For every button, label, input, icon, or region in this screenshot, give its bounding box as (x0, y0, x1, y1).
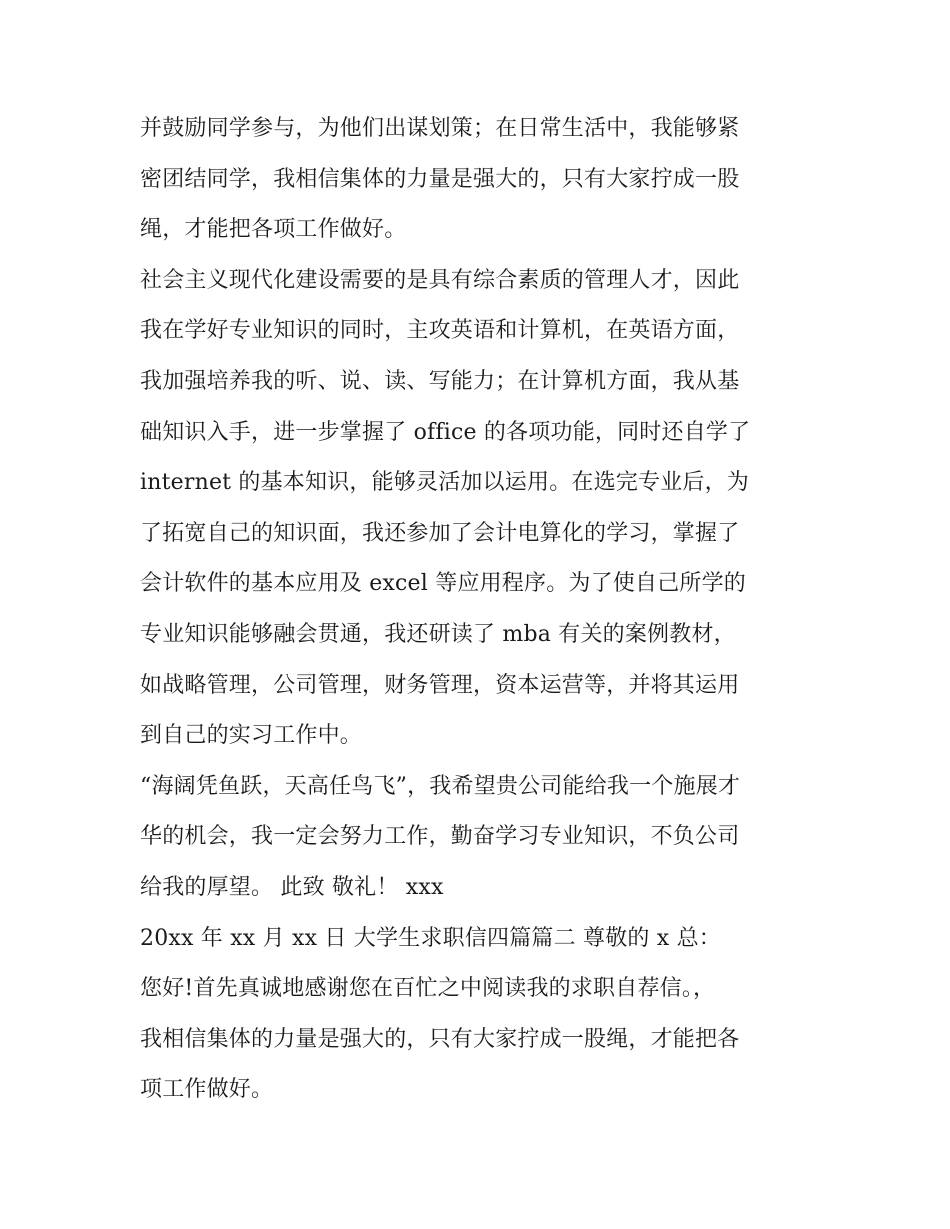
text-line: 专业知识能够融会贯通，我还研读了 mba 有关的案例教材， (140, 621, 736, 647)
text-line: 您好!首先真诚地感谢您在百忙之中阅读我的求职自荐信。， (140, 976, 716, 1002)
text-line: 础知识入手，进一步掌握了 office 的各项功能，同时还自学了 (140, 419, 751, 445)
text-line: 我在学好专业知识的同时，主攻英语和计算机，在英语方面， (140, 318, 740, 344)
text-line: 我相信集体的力量是强大的，只有大家拧成一股绳，才能把各 (140, 1026, 740, 1052)
text-line: 社会主义现代化建设需要的是具有综合素质的管理人才，因此 (140, 267, 740, 293)
text-line: 会计软件的基本应用及 excel 等应用程序。为了使自己所学的 (140, 571, 746, 597)
text-line: 华的机会，我一定会努力工作，勤奋学习专业知识，不负公司 (140, 824, 740, 850)
text-line: 到自己的实习工作中。 (140, 723, 363, 749)
text-line: 绳，才能把各项工作做好。 (140, 217, 407, 243)
text-line: 给我的厚望。 此致 敬礼！ xxx (140, 874, 444, 900)
text-line: 我加强培养我的听、说、读、写能力；在计算机方面，我从基 (140, 368, 740, 394)
text-line: internet 的基本知识，能够灵活加以运用。在选完专业后，为 (140, 470, 750, 496)
text-line: “海阔凭鱼跃，天高任鸟飞”，我希望贵公司能给我一个施展才 (140, 773, 741, 799)
text-line: 如战略管理，公司管理，财务管理，资本运营等，并将其运用 (140, 672, 740, 698)
text-line: 20xx 年 xx 月 xx 日 大学生求职信四篇篇二 尊敬的 x 总： (140, 925, 721, 951)
text-line: 了拓宽自己的知识面，我还参加了会计电算化的学习，掌握了 (140, 520, 740, 546)
document-body (140, 104, 820, 1116)
text-line: 并鼓励同学参与，为他们出谋划策；在日常生活中，我能够紧 (140, 116, 740, 141)
text-line: 项工作做好。 (140, 1077, 274, 1103)
text-line: 密团结同学，我相信集体的力量是强大的，只有大家拧成一股 (140, 166, 740, 192)
